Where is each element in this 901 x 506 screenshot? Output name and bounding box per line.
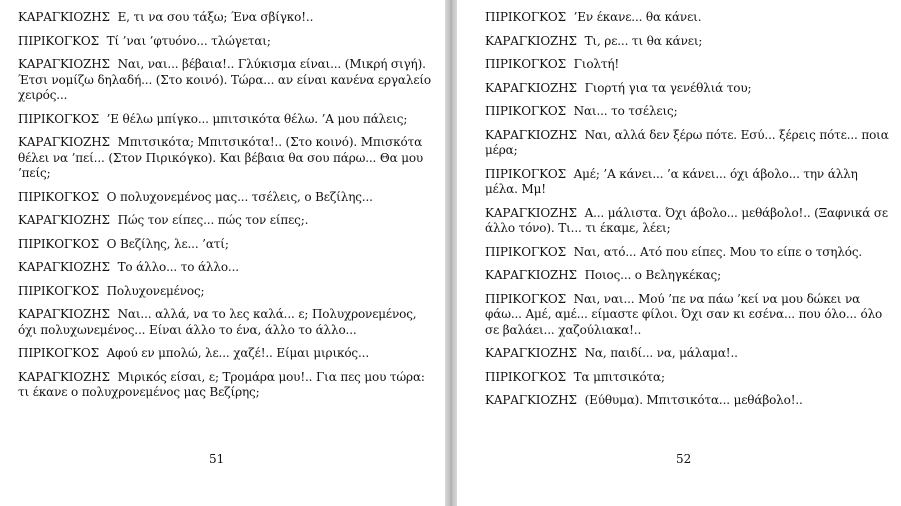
speech-text: Ναι, ναι... Μού ’πε να πάω ’κεί να μου δώκει να φάω... Αμέ, αμέ... είμαστε φίλοι. Όχι σαν κι εσένα... που όλο... όλο σε βαλάει... χαζούλιακα!..	[485, 291, 883, 337]
speech-text: Ναι, ναι... βέβαια!.. Γλύκισμα είναι... (Μικρή σιγή). Έτσι νομίζω δηλαδή... (Στο κοινό). Τώρα... αν είναι κανένα εργαλείο χειρός...	[18, 57, 432, 102]
dialogue-line	[485, 81, 889, 97]
dialogue-line	[485, 245, 889, 261]
book-gutter	[445, 0, 457, 506]
dialogue-line	[18, 57, 431, 104]
speech-text: Ο Βεζίλης, λε... ’ατί;	[106, 236, 229, 251]
dialogue-line	[18, 237, 431, 253]
speech-text: Ποιος... ο Βεληγκέκας;	[584, 268, 721, 282]
speaker-name: ΠΙΡΙΚΟΓΚΟΣ	[18, 33, 99, 48]
dialogue-line	[485, 57, 889, 73]
speech-text: Αμέ; ’Α κάνει... ’α κάνει... όχι άβολο... την άλλη μέλα. Μμ!	[485, 166, 858, 196]
speaker-name: ΠΙΡΙΚΟΓΚΟΣ	[485, 104, 566, 118]
speaker-name: ΚΑΡΑΓΚΙΟΖΗΣ	[485, 393, 577, 407]
speaker-name: ΚΑΡΑΓΚΙΟΖΗΣ	[485, 205, 577, 220]
speaker-name: ΠΙΡΙΚΟΓΚΟΣ	[485, 57, 566, 71]
dialogue-line	[485, 104, 889, 120]
dialogue-line	[485, 10, 889, 26]
speech-text: ’Εν έκανε... θα κάνει.	[573, 10, 702, 24]
speaker-name: ΠΙΡΙΚΟΓΚΟΣ	[18, 236, 99, 251]
speaker-name: ΠΙΡΙΚΟΓΚΟΣ	[18, 346, 99, 360]
speech-text: Τι, ρε... τι θα κάνει;	[584, 33, 703, 48]
speech-text: Μιρικός είσαι, ε; Τρομάρα μου!.. Για πες μου τώρα: τι έκανε ο πολυχρονεμένος μας Βεζίρης;	[18, 369, 425, 399]
speaker-name: ΚΑΡΑΓΚΙΟΖΗΣ	[18, 260, 110, 274]
dialogue-line	[18, 112, 431, 128]
dialogue-line	[18, 135, 431, 182]
dialogue-line	[18, 370, 431, 401]
speaker-name: ΚΑΡΑΓΚΙΟΖΗΣ	[485, 346, 577, 360]
speech-text: Πολυχονεμένος;	[106, 283, 205, 298]
left-page	[0, 0, 445, 506]
right-page-text	[485, 10, 889, 409]
dialogue-line	[485, 206, 889, 237]
speech-text: Τί ’ναι ’φτυόνο... τλώγεται;	[106, 33, 271, 48]
speech-text: Αφού εν μπολώ, λε... χαζέ!.. Είμαι μιρικός...	[106, 346, 369, 360]
dialogue-line	[485, 167, 889, 198]
dialogue-line	[18, 346, 431, 362]
speaker-name: ΠΙΡΙΚΟΓΚΟΣ	[18, 283, 99, 298]
dialogue-line	[485, 292, 889, 339]
speaker-name: ΚΑΡΑΓΚΙΟΖΗΣ	[485, 268, 577, 282]
dialogue-line	[485, 346, 889, 362]
speech-text: Τα μπιτσικότα;	[573, 369, 665, 384]
dialogue-line	[485, 268, 889, 284]
right-page	[457, 0, 901, 506]
speech-text: Το άλλο... το άλλο...	[117, 260, 239, 274]
dialogue-line	[18, 10, 431, 26]
speaker-name: ΠΙΡΙΚΟΓΚΟΣ	[485, 291, 566, 306]
speech-text: Α... μάλιστα. Όχι άβολο... μεθάβολο!.. (Ξαφνικά σε άλλο τόνο). Τι... τι έκαμε, λέει;	[485, 205, 888, 235]
speech-text: Ναι, αλλά δεν ξέρω πότε. Εσύ... ξέρεις πότε... ποια μέρα;	[485, 127, 889, 157]
speaker-name: ΚΑΡΑΓΚΙΟΖΗΣ	[18, 57, 110, 71]
speaker-name: ΠΙΡΙΚΟΓΚΟΣ	[485, 244, 566, 259]
speech-text: Ναι... αλλά, να το λες καλά... ε; Πολυχρονεμένος, όχι πολυχωνεμένος... Είναι άλλο το ένα, άλλο το άλλο...	[18, 307, 417, 337]
speech-text: Ναι... το τσέλεις;	[573, 104, 678, 118]
dialogue-line	[18, 260, 431, 276]
speech-text: Να, παιδί... να, μάλαμα!..	[584, 346, 738, 360]
speech-text: (Εύθυμα). Μπιτσικότα... μεθάβολο!..	[584, 393, 803, 407]
speaker-name: ΠΙΡΙΚΟΓΚΟΣ	[485, 369, 566, 384]
speaker-name: ΚΑΡΑΓΚΙΟΖΗΣ	[18, 135, 110, 149]
speaker-name: ΚΑΡΑΓΚΙΟΖΗΣ	[485, 33, 577, 48]
dialogue-line	[18, 34, 431, 50]
dialogue-line	[18, 213, 431, 229]
speaker-name: ΚΑΡΑΓΚΙΟΖΗΣ	[485, 80, 577, 95]
speaker-name: ΚΑΡΑΓΚΙΟΖΗΣ	[18, 307, 110, 321]
speaker-name: ΠΙΡΙΚΟΓΚΟΣ	[485, 166, 566, 181]
speech-text: Ναι, ατό... Ατό που είπες. Μου το είπε ο τσηλός.	[573, 244, 863, 259]
speech-text: Ο πολυχονεμένος μας... τσέλεις, ο Βεζίλης...	[106, 189, 373, 204]
speech-text: Ε, τι να σου τάξω; Ένα σβίγκο!..	[117, 10, 314, 24]
speech-text: Γιολτή!	[573, 57, 620, 71]
speaker-name: ΚΑΡΑΓΚΙΟΖΗΣ	[18, 10, 110, 24]
dialogue-line	[485, 370, 889, 386]
dialogue-line	[485, 34, 889, 50]
page-number-right: 52	[676, 452, 692, 466]
speaker-name: ΠΙΡΙΚΟΓΚΟΣ	[18, 189, 99, 204]
speaker-name: ΚΑΡΑΓΚΙΟΖΗΣ	[18, 213, 110, 227]
speaker-name: ΚΑΡΑΓΚΙΟΖΗΣ	[18, 369, 110, 384]
dialogue-line	[18, 190, 431, 206]
speech-text: ’Ε θέλω μπίγκο... μπιτσικότα θέλω. ’Α μου πάλεις;	[106, 111, 408, 126]
speaker-name: ΠΙΡΙΚΟΓΚΟΣ	[485, 10, 566, 24]
dialogue-line	[18, 284, 431, 300]
page-number-left: 51	[209, 452, 225, 466]
speaker-name: ΠΙΡΙΚΟΓΚΟΣ	[18, 111, 99, 126]
left-page-text	[18, 10, 431, 401]
speech-text: Μπιτσικότα; Μπιτσικότα!.. (Στο κοινό). Μπισκότα θέλει να ’πεί... (Στον Πιρικόγκο). Και βέβαια θα σου πάρω... Θα μου ’πείς;	[18, 135, 424, 180]
speech-text: Γιορτή για τα γενέθλιά του;	[584, 80, 752, 95]
speech-text: Πώς τον είπες... πώς τον είπες;.	[117, 213, 309, 227]
dialogue-line	[485, 393, 889, 409]
dialogue-line	[485, 128, 889, 159]
speaker-name: ΚΑΡΑΓΚΙΟΖΗΣ	[485, 127, 577, 142]
dialogue-line	[18, 307, 431, 338]
